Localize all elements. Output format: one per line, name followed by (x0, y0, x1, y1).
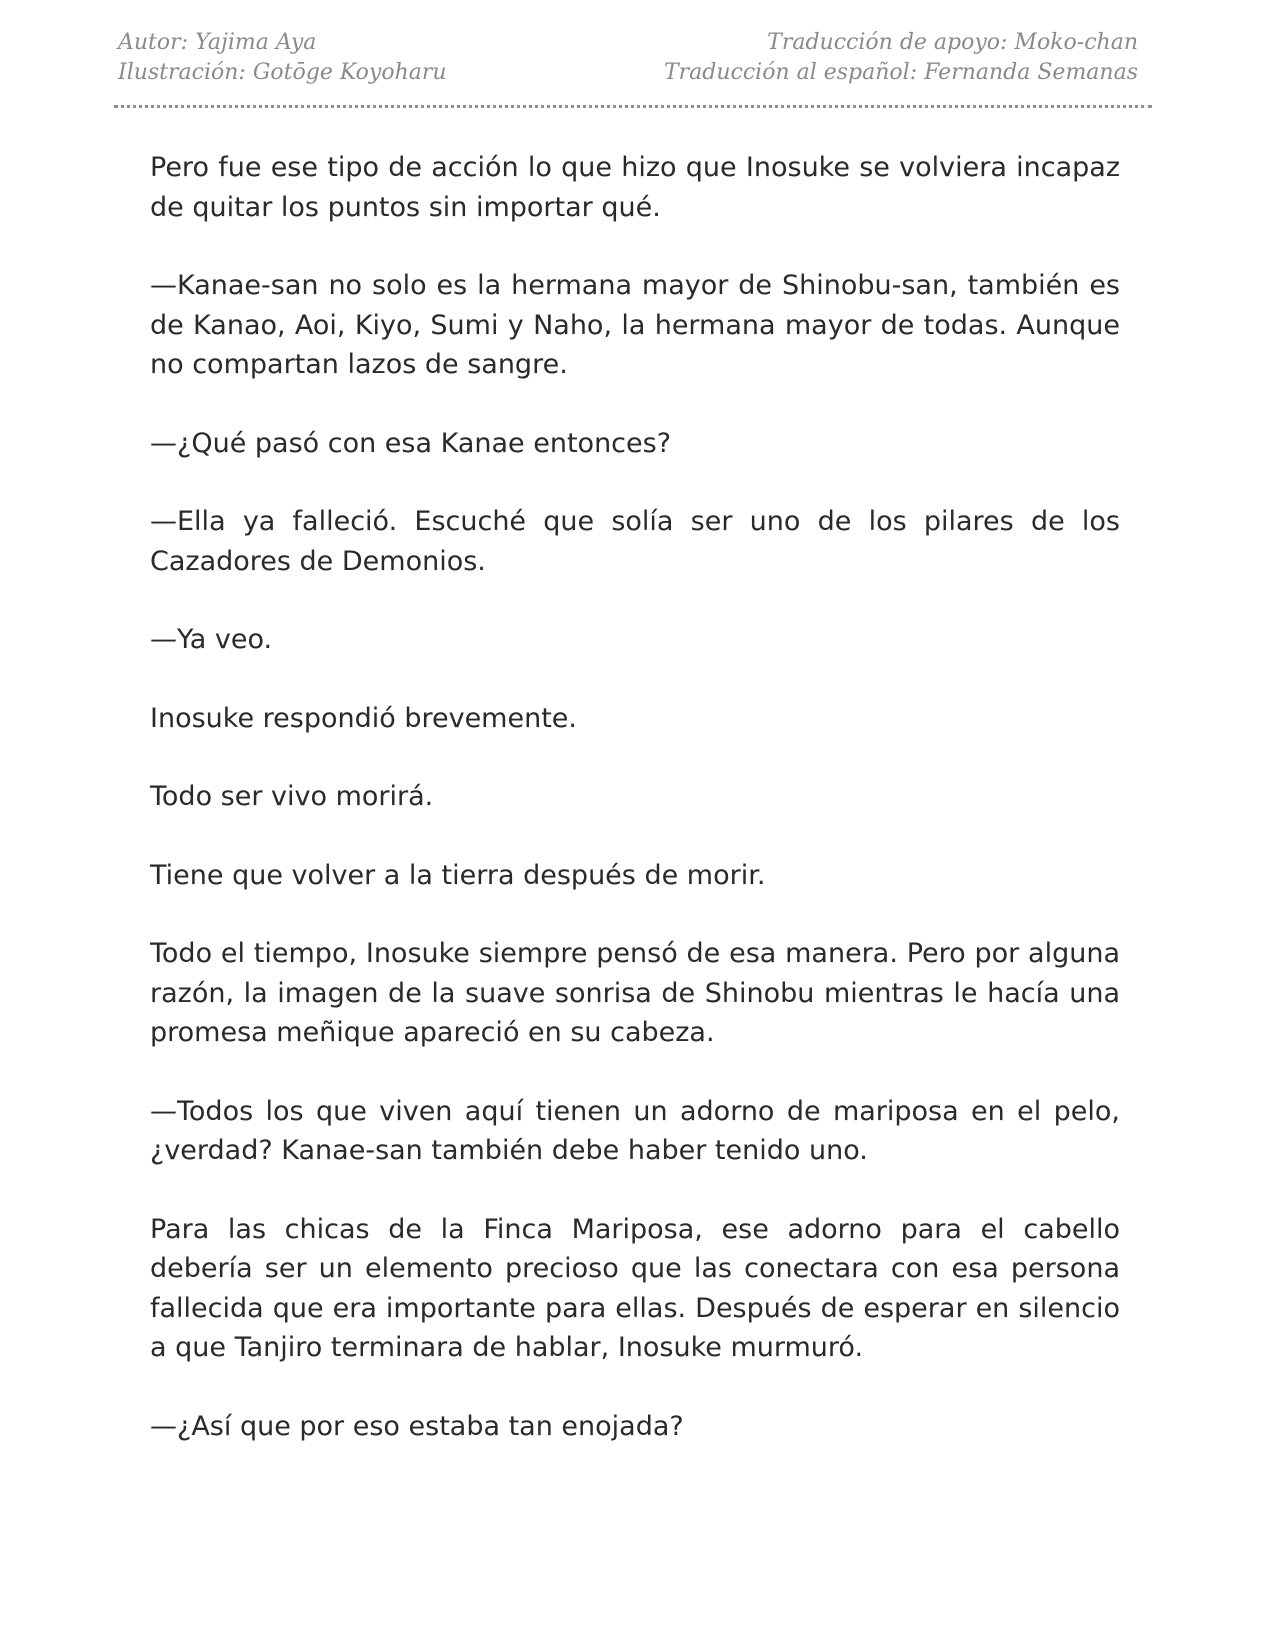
paragraph: Pero fue ese tipo de acción lo que hizo que Inosuke se volviera incapaz de quitar los puntos sin importar qué. (150, 152, 1120, 223)
support-translation-credit: Traducción de apoyo: Moko-chan (767, 30, 1138, 55)
paragraph: —Ya veo. (150, 624, 273, 655)
paragraph: Todo el tiempo, Inosuke siempre pensó de esa manera. Pero por alguna razón, la imagen de la suave sonrisa de Shinobu mientras le hacía una promesa meñique apareció en su cabeza. (150, 938, 1120, 1048)
paragraph: Inosuke respondió brevemente. (150, 702, 577, 734)
header-divider (114, 105, 1152, 108)
illustration-credit: Ilustración: Gotōge Koyoharu (118, 60, 447, 85)
paragraph: Para las chicas de la Finca Mariposa, ese adorno para el cabello debería ser un elemento precioso que las conectara con esa persona fallecida que era importante para ellas. Después de esperar en silencio a que Tanjiro terminara de hablar, Inosuke murmuró. (150, 1213, 1120, 1363)
header-credits-left (118, 28, 447, 88)
paragraph: —Ella ya falleció. Escuché que solía ser uno de los pilares de los Cazadores de Demonios. (150, 506, 1120, 577)
author-credit: Autor: Yajima Aya (118, 30, 317, 55)
header-credits-right (664, 28, 1138, 88)
paragraph: Tiene que volver a la tierra después de morir. (150, 859, 766, 891)
paragraph: —¿Así que por eso estaba tan enojada? (150, 1410, 684, 1442)
page-body (150, 148, 1120, 1485)
paragraph: —Todos los que viven aquí tienen un adorno de mariposa en el pelo, ¿verdad? Kanae-san también debe haber tenido uno. (150, 1095, 1120, 1166)
paragraph: —¿Qué pasó con esa Kanae entonces? (150, 427, 672, 459)
paragraph: —Kanae-san no solo es la hermana mayor de Shinobu-san, también es de Kanao, Aoi, Kiyo, Sumi y Naho, la hermana mayor de todas. Aunque no compartan lazos de sangre. (150, 270, 1120, 380)
spanish-translation-credit: Traducción al español: Fernanda Semanas (663, 60, 1138, 85)
page-header (118, 28, 1138, 90)
paragraph: Todo ser vivo morirá. (150, 781, 434, 812)
